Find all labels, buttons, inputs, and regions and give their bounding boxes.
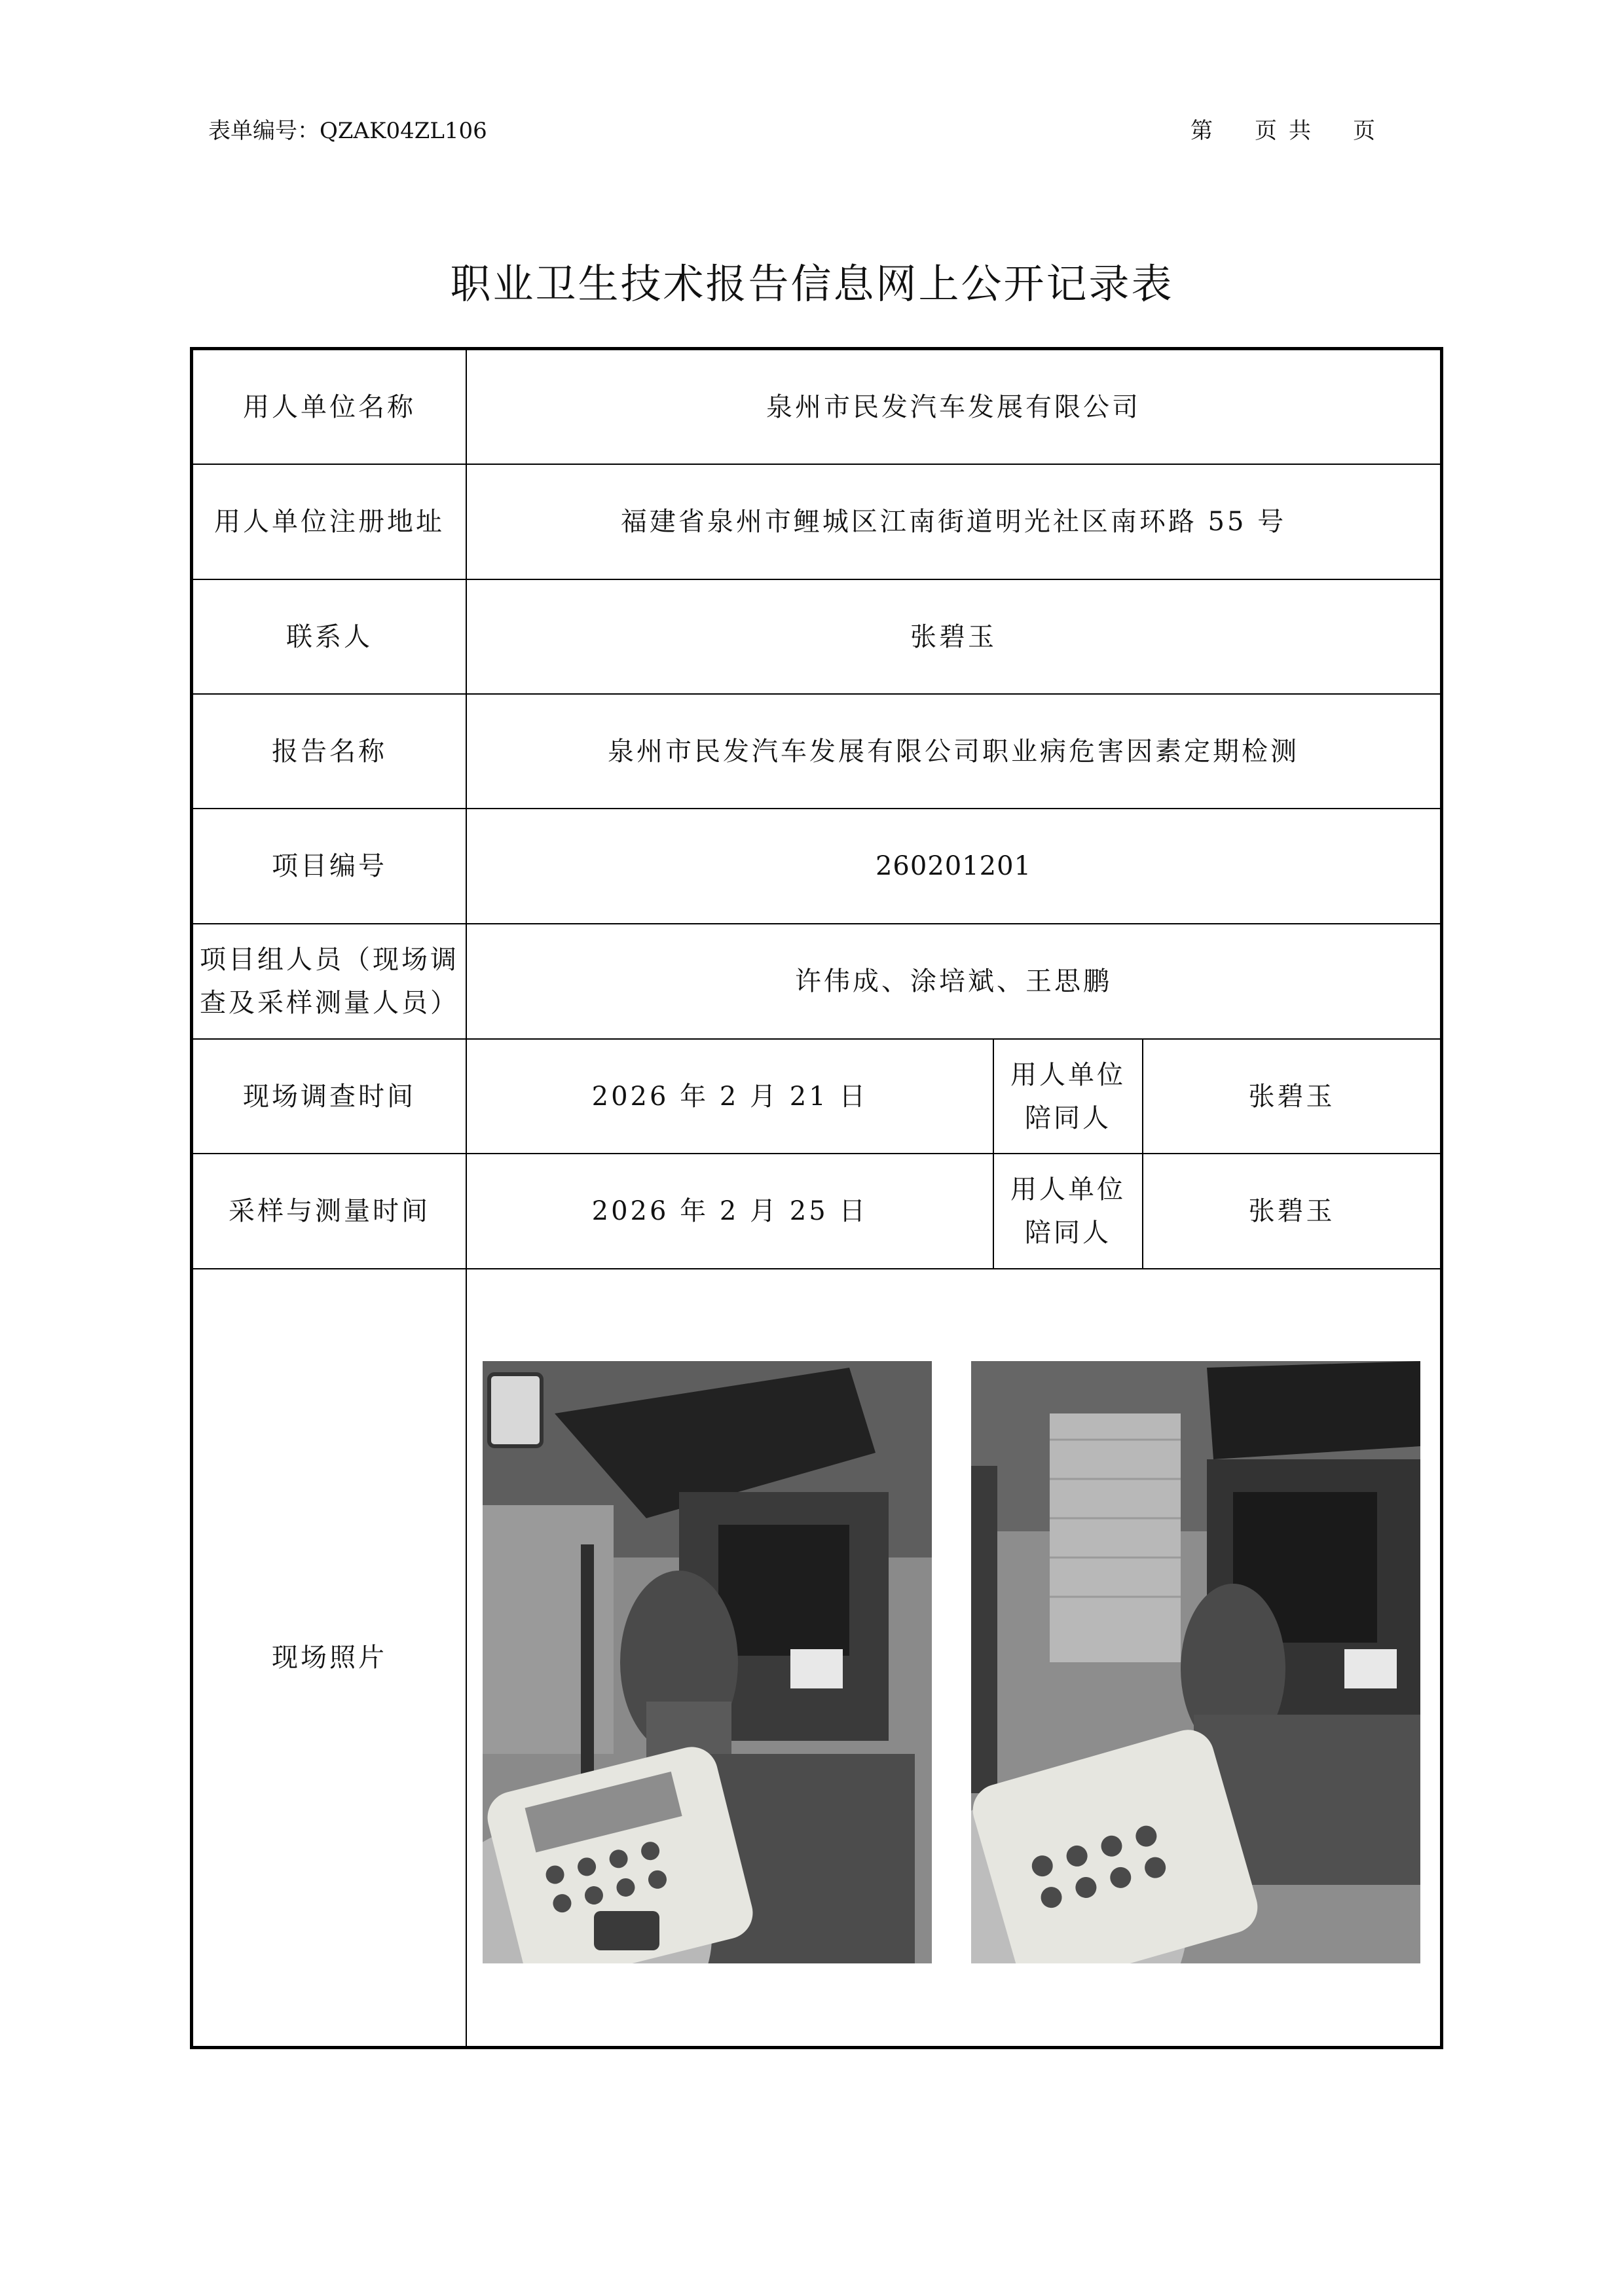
project-no-label: 项目编号 <box>193 809 467 923</box>
unit-name-label: 用人单位名称 <box>193 350 467 464</box>
row-unit-name <box>193 350 1440 465</box>
survey-escort-line1: 用人单位 <box>1010 1059 1126 1090</box>
survey-time-label: 现场调查时间 <box>193 1040 467 1153</box>
sampling-escort-line1: 用人单位 <box>1010 1175 1126 1205</box>
sampling-time-value: 2026 年 2 月 25 日 <box>467 1154 994 1268</box>
report-name-label: 报告名称 <box>193 695 467 808</box>
site-photo-2 <box>971 1361 1420 1963</box>
contact-value: 张碧玉 <box>910 621 997 652</box>
row-sampling-time <box>193 1154 1440 1269</box>
page-ye: 页 <box>1255 118 1277 144</box>
survey-time-value: 2026 年 2 月 21 日 <box>467 1040 994 1153</box>
page-di: 第 <box>1190 118 1213 144</box>
survey-escort-person: 张碧玉 <box>1248 1081 1335 1112</box>
row-project-no <box>193 809 1440 924</box>
document-title: 职业卫生技术报告信息网上公开记录表 <box>450 260 1174 308</box>
sampling-escort-person: 张碧玉 <box>1248 1196 1335 1226</box>
sampling-escort-line2: 陪同人 <box>1025 1218 1111 1248</box>
members-label-line1: 项目组人员（现场调 <box>200 945 459 975</box>
row-photos <box>193 1269 1440 2046</box>
row-survey-time <box>193 1040 1440 1154</box>
site-photo-1 <box>483 1361 932 1963</box>
row-report-name <box>193 695 1440 809</box>
sampling-time-label: 采样与测量时间 <box>193 1154 467 1268</box>
sampling-escort-label <box>994 1154 1143 1268</box>
contact-label: 联系人 <box>193 580 467 693</box>
report-name-value: 泉州市民发汽车发展有限公司职业病危害因素定期检测 <box>608 736 1299 767</box>
photos-label: 现场照片 <box>193 1269 467 2046</box>
page-gong: 共 <box>1289 118 1311 144</box>
address-label: 用人单位注册地址 <box>193 465 467 579</box>
members-label <box>193 924 467 1038</box>
unit-name-value: 泉州市民发汽车发展有限公司 <box>766 392 1141 422</box>
row-address <box>193 465 1440 580</box>
page-indicator <box>1190 113 1375 145</box>
survey-escort-label <box>994 1040 1143 1153</box>
project-no-value: 260201201 <box>875 851 1032 881</box>
survey-escort-line2: 陪同人 <box>1025 1102 1111 1133</box>
members-label-line2: 查及采样测量人员） <box>200 988 459 1018</box>
address-value: 福建省泉州市鲤城区江南街道明光社区南环路 55 号 <box>620 507 1287 537</box>
photos-area <box>467 1269 1440 2046</box>
form-number: 表单编号：QZAK04ZL106 <box>208 118 487 144</box>
members-value: 许伟成、涂培斌、王思鹏 <box>795 966 1112 996</box>
row-contact <box>193 580 1440 695</box>
record-table <box>190 347 1443 2049</box>
row-members <box>193 924 1440 1040</box>
page-ye-2: 页 <box>1353 118 1375 144</box>
